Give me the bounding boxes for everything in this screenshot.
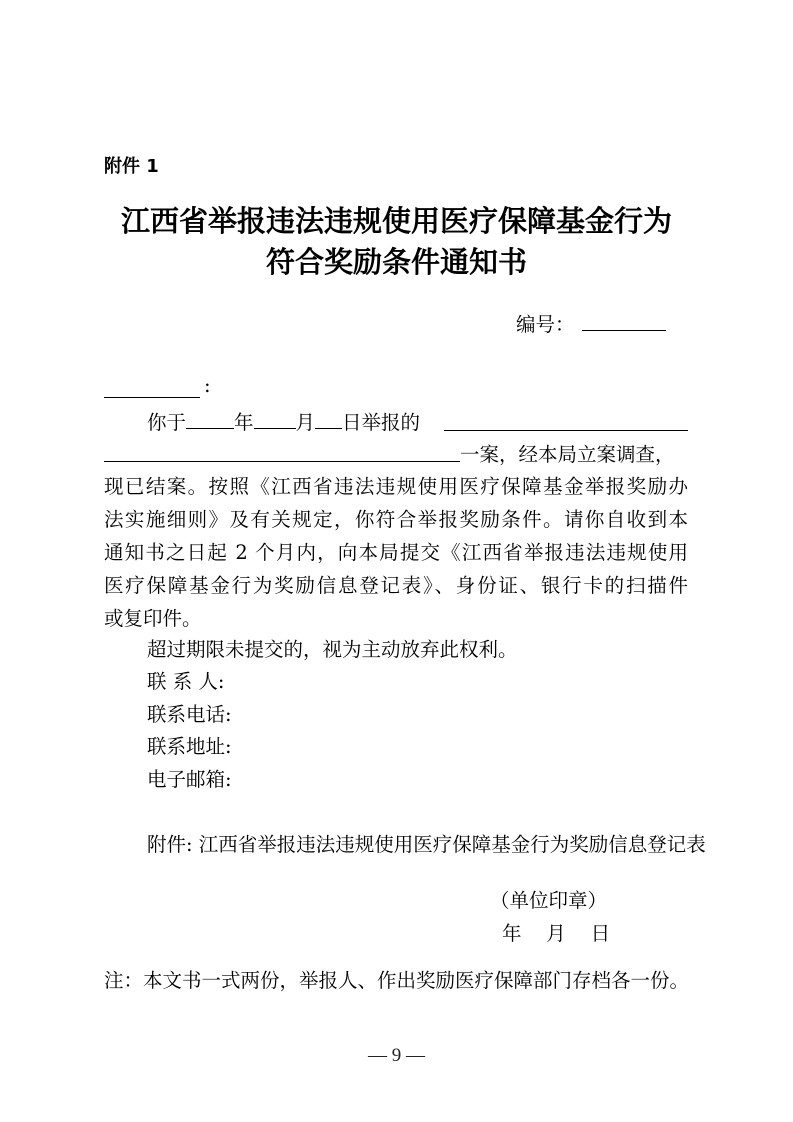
expiry-note: 超过期限未提交的，视为主动放弃此权利。 — [147, 638, 518, 661]
number-label: 编号： — [516, 313, 575, 336]
body-line-5: 或复印件。 — [104, 607, 202, 630]
contact-address-label: 联系地址: — [147, 735, 232, 758]
year-blank — [186, 408, 234, 429]
recipient-colon: : — [204, 374, 211, 397]
report-date-line — [147, 407, 420, 435]
case-closing-text: 一案，经本局立案调查， — [460, 443, 675, 466]
unit-seal-label: （单位印章） — [490, 889, 608, 912]
recipient-name-blank — [104, 376, 200, 398]
contact-person-label: 联 系 人: — [147, 670, 225, 693]
number-field — [582, 309, 666, 331]
attachment-label: 附件 1 — [104, 156, 159, 177]
day-report-text: 日举报的 — [342, 411, 421, 434]
body-line-4: 医疗保障基金行为奖励信息登记表》、身份证、银行卡的扫描件 — [104, 574, 688, 597]
case-name-blank — [104, 441, 460, 462]
date-line: 年 月 日 — [502, 922, 611, 945]
month-blank — [254, 408, 296, 429]
report-subject-blank — [444, 410, 688, 431]
body-line-1: 现已结案。按照《江西省违法违规使用医疗保障基金举报奖励办 — [104, 475, 688, 498]
ni-yu-text: 你于 — [147, 411, 187, 434]
page-number: — 9 — — [368, 1045, 425, 1066]
document-title-line-2: 符合奖励条件通知书 — [265, 245, 527, 279]
footnote: 注：本文书一式两份，举报人、作出奖励医疗保障部门存档各一份。 — [104, 969, 690, 992]
attachment-note: 附件: 江西省举报违法违规使用医疗保障基金行为奖励信息登记表 — [147, 833, 706, 856]
month-text: 月 — [295, 411, 316, 434]
body-line-3: 通知书之日起 2 个月内，向本局提交《江西省举报违法违规使用 — [104, 541, 688, 564]
contact-phone-label: 联系电话: — [147, 703, 232, 726]
contact-email-label: 电子邮箱: — [147, 768, 232, 791]
day-blank — [315, 408, 342, 429]
document-title-line-1: 江西省举报违法违规使用医疗保障基金行为 — [120, 204, 672, 238]
year-text: 年 — [234, 411, 254, 434]
body-line-2: 法实施细则》及有关规定，你符合举报奖励条件。请你自收到本 — [104, 508, 688, 531]
